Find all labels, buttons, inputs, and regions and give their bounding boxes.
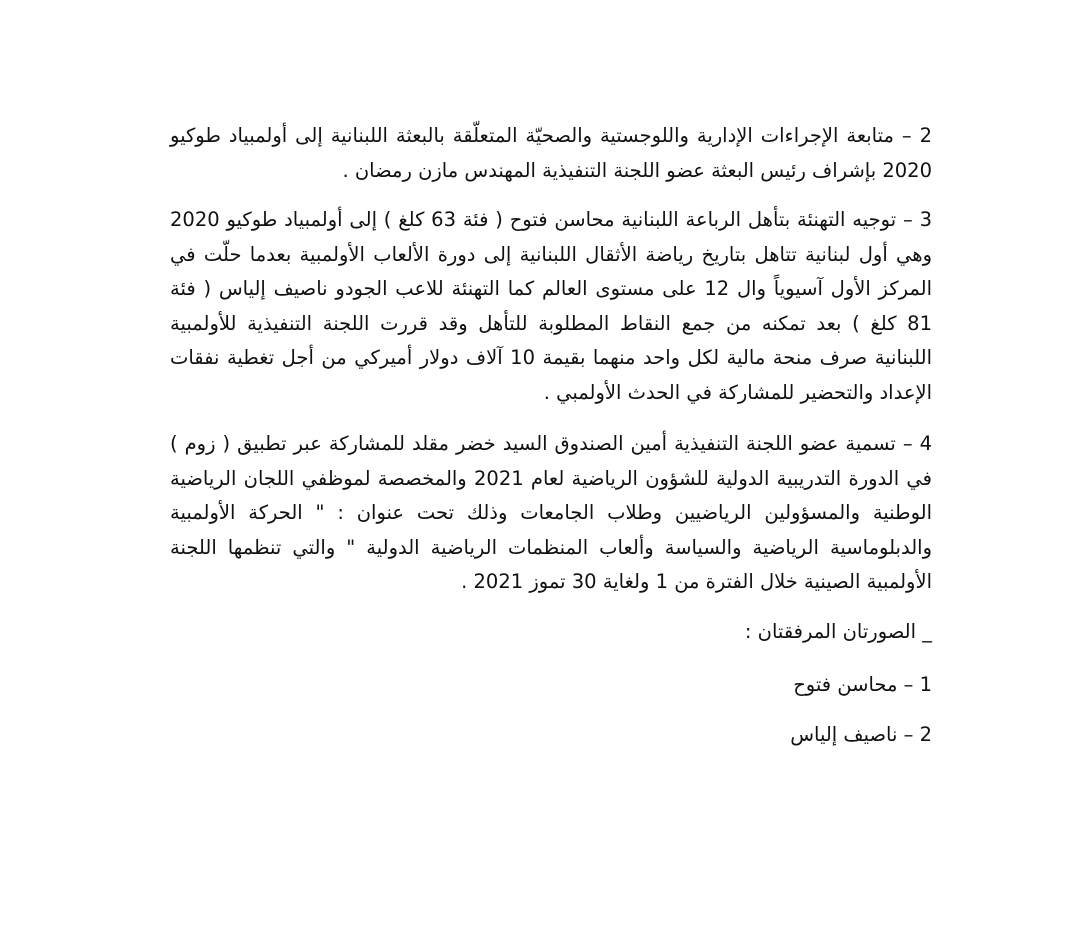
paragraph-item-2: 2 – متابعة الإجراءات الإدارية واللوجستية والصحيّة المتعلّقة بالبعثة اللبنانية إلى أولمبياد طوكيو 2020 بإشراف رئيس البعثة عضو اللجنة التنفيذية المهندس مازن رمضان . <box>170 124 932 182</box>
attachment-item-2: 2 – ناصيف إلياس <box>790 723 932 746</box>
paragraph-item-3: 3 – توجيه التهنئة بتأهل الرباعة اللبنانية محاسن فتوح ( فئة 63 كلغ ) إلى أولمبياد طوكيو 2020 وهي أول لبنانية تتاهل بتاريخ رياضة الأثقال اللبنانية إلى دورة الألعاب الأولمبية بعدما حلّت في المركز الأول آسيوياً وال 12 على مستوى العالم كما التهنئة للاعب الجودو ناصيف إلياس ( فئة 81 كلغ ) بعد تمكنه من جمع النقاط المطلوبة للتأهل وقد قررت اللجنة التنفيذية للأولمبية اللبنانية صرف منحة مالية لكل واحد منهما بقيمة 10 آلاف دولار أميركي من أجل تغطية نفقات الإعداد والتحضير للمشاركة في الحدث الأولمبي . <box>170 208 932 404</box>
attachment-item-1: 1 – محاسن فتوح <box>793 673 932 696</box>
paragraph-item-4: 4 – تسمية عضو اللجنة التنفيذية أمين الصندوق السيد خضر مقلد للمشاركة عبر تطبيق ( زوم ) في الدورة التدريبية الدولية للشؤون الرياضية لعام 2021 والمخصصة لموظفي اللجان الرياضية الوطنية والمسؤولين الرياضيين وطلاب الجامعات وذلك تحت عنوان : " الحركة الأولمبية والدبلوماسية الرياضية والسياسة وألعاب المنظمات الرياضية الدولية " والتي تنظمها اللجنة الأولمبية الصينية خلال الفترة من 1 ولغاية 30 تموز 2021 . <box>170 432 932 593</box>
attachments-heading: _ الصورتان المرفقتان : <box>744 620 932 643</box>
